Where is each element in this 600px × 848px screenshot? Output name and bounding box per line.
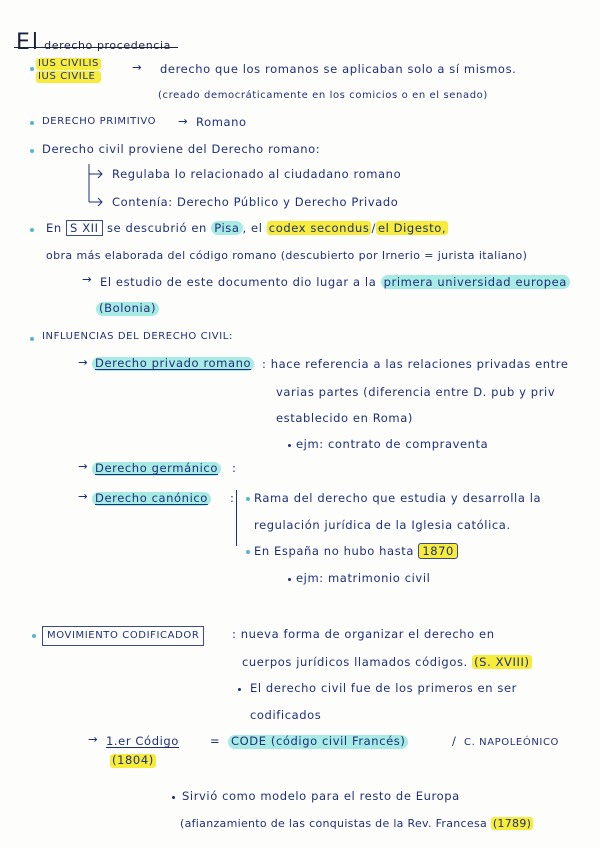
bullet-icon xyxy=(30,228,34,232)
bullet-icon xyxy=(30,67,34,71)
bullet-icon xyxy=(238,688,241,691)
arrow-icon: → xyxy=(78,489,89,503)
bullet-icon xyxy=(288,578,291,581)
movimiento-label: MOVIMIENTO CODIFICADOR xyxy=(42,626,204,646)
primitivo-value: Romano xyxy=(196,115,247,129)
espana-text: En España no hubo hasta 1870 xyxy=(254,545,458,559)
place-highlight: Pisa xyxy=(211,221,242,235)
napoleon-label: C. NAPOLEÓNICO xyxy=(464,737,560,748)
codex-highlight: codex secondus xyxy=(268,221,370,235)
siglo-text-2: , el xyxy=(242,221,263,235)
arrow-icon: → xyxy=(178,114,189,128)
bolonia-highlight: (Bolonia) xyxy=(96,302,159,316)
first-code-year: (1804) xyxy=(112,753,154,767)
movimiento-text-2: cuerpos jurídicos llamados códigos. (S. XVIII) xyxy=(242,655,530,669)
arrow-icon: → xyxy=(78,459,89,473)
siglo-line-2: obra más elaborada del código romano (descubierto por Irnerio = jurista italiano) xyxy=(46,249,528,262)
espana-example: ejm: matrimonio civil xyxy=(296,571,431,585)
first-code-label: 1.er Código xyxy=(106,734,179,748)
affirm-year: (1789) xyxy=(492,817,532,830)
ius-civilis-label: IUS CIVILIS xyxy=(38,58,99,69)
canonico-bracket xyxy=(236,490,237,546)
bullet-icon xyxy=(246,550,250,554)
title-rest: derecho procedencia xyxy=(44,39,171,52)
bullet-icon xyxy=(30,121,34,125)
movimiento-text-1: : nueva forma de organizar el derecho en xyxy=(232,627,495,641)
civil-codified-2: codificados xyxy=(250,708,322,722)
bullet-icon xyxy=(172,796,175,799)
germanico-colon: : xyxy=(232,461,237,475)
ius-note: (creado democráticamente en los comicios o en el senado) xyxy=(158,90,488,101)
movimiento-century: (S. XVIII) xyxy=(474,655,530,669)
primitivo-label: DERECHO PRIMITIVO xyxy=(42,116,157,127)
ius-definition: derecho que los romanos se aplicaban solo a sí mismos. xyxy=(160,62,517,76)
title-underline xyxy=(14,47,178,48)
civil-item-2-text: Derecho Público y Derecho Privado xyxy=(177,195,399,209)
privado-label: Derecho privado romano xyxy=(92,357,254,371)
siglo-line xyxy=(46,222,448,236)
ius-civile-label: IUS CIVILE xyxy=(36,71,101,83)
bullet-icon xyxy=(32,634,36,638)
study-text: El estudio de este documento dio lugar a la primera universidad europea xyxy=(100,276,570,290)
civil-item-2-lead: Contenía: xyxy=(112,195,173,209)
code-highlight: CODE (código civil Francés) xyxy=(228,735,408,749)
arrow-icon: → xyxy=(88,732,99,746)
civil-heading: Derecho civil proviene del Derecho romano: xyxy=(42,142,321,156)
university-highlight: primera universidad europea xyxy=(381,275,570,289)
germanico-label: Derecho germánico xyxy=(92,462,221,476)
century-box: S XII xyxy=(66,220,103,236)
civil-item-2 xyxy=(112,196,398,210)
arrow-icon: → xyxy=(78,355,89,369)
privado-text-2: varias partes (diferencia entre D. pub y priv xyxy=(276,385,556,399)
arrow-icon: → xyxy=(82,272,93,286)
privado-text-3: establecido en Roma) xyxy=(276,411,413,425)
bullet-icon xyxy=(30,149,34,153)
canonico-label: Derecho canónico xyxy=(92,492,211,506)
canonico-text-1: Rama del derecho que estudia y desarrolla la xyxy=(254,491,542,505)
bracket-arrow-icon xyxy=(86,162,108,212)
arrow-icon: → xyxy=(132,60,143,74)
model-text: Sirvió como modelo para el resto de Europa xyxy=(182,789,460,803)
espana-year: 1870 xyxy=(418,543,458,559)
bullet-icon xyxy=(288,444,291,447)
civil-item-1: Regulaba lo relacionado al ciudadano romano xyxy=(112,167,402,181)
slash: / xyxy=(371,221,376,235)
siglo-text-1: se descubrió en xyxy=(106,221,207,235)
civil-codified-1: El derecho civil fue de los primeros en ser xyxy=(250,681,517,695)
privado-text-1: : hace referencia a las relaciones privadas entre xyxy=(262,357,569,371)
bullet-icon xyxy=(246,497,250,501)
siglo-en: En xyxy=(46,221,62,235)
affirm-text: (afianzamiento de las conquistas de la Rev. Francesa (1789) xyxy=(180,817,532,830)
canonico-colon: : xyxy=(230,491,235,505)
slash: / xyxy=(452,734,457,748)
bullet-icon xyxy=(30,337,34,341)
title-initial: El xyxy=(16,30,41,55)
equals-sign: = xyxy=(210,734,221,748)
page-title xyxy=(16,30,171,56)
digesto-highlight: el Digesto, xyxy=(377,221,447,235)
influencias-heading: INFLUENCIAS DEL DERECHO CIVIL: xyxy=(42,331,233,342)
ius-civilis-block xyxy=(36,58,101,83)
canonico-text-2: regulación jurídica de la Iglesia católica. xyxy=(254,518,511,532)
privado-example: ejm: contrato de compraventa xyxy=(296,437,489,451)
